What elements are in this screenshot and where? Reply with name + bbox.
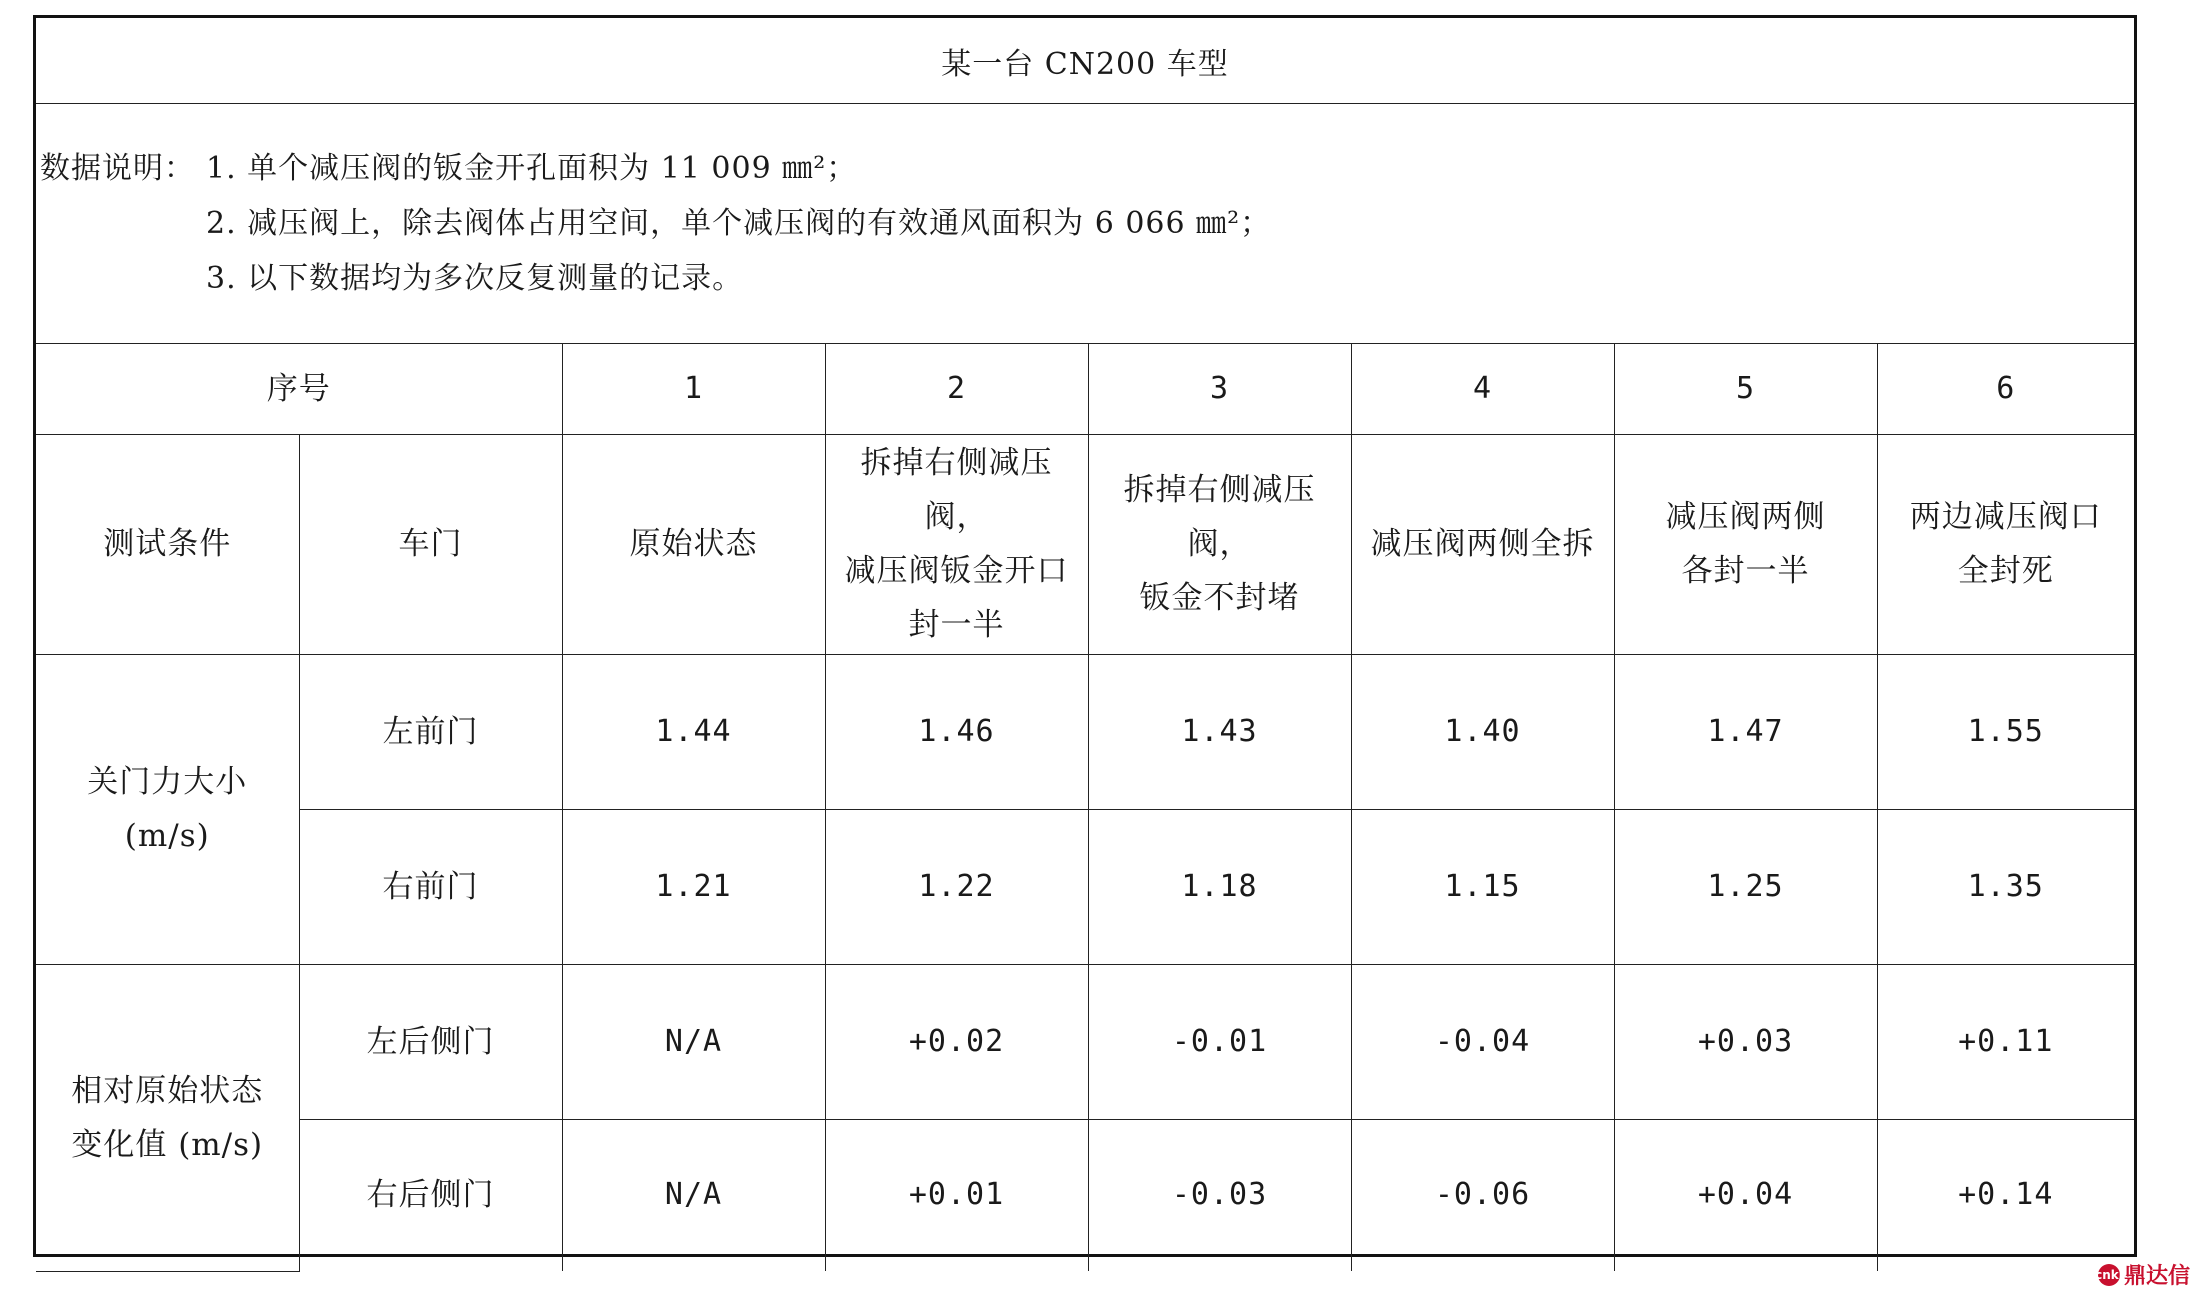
condition-text: 全封死 — [1957, 553, 2054, 589]
group-label-line: (m/s) — [124, 818, 210, 854]
table-row — [36, 654, 2134, 809]
seq-number: 3 — [1088, 344, 1351, 434]
door-name: 左后侧门 — [299, 964, 562, 1119]
value-cell: -0.04 — [1351, 964, 1614, 1119]
value-cell: N/A — [562, 964, 825, 1119]
seq-number: 1 — [562, 344, 825, 434]
value-cell: 1.46 — [825, 654, 1088, 809]
group-label-line: 相对原始状态 — [71, 1072, 264, 1109]
value-cell: +0.11 — [1877, 964, 2134, 1119]
value-cell: 1.15 — [1351, 809, 1614, 964]
value-cell: +0.02 — [825, 964, 1088, 1119]
value-cell: 1.18 — [1088, 809, 1351, 964]
seq-number: 4 — [1351, 344, 1614, 434]
condition-text: 拆掉右侧减压阀， — [860, 445, 1053, 535]
condition-text: 两边减压阀口 — [1909, 499, 2102, 535]
value-cell: 1.55 — [1877, 654, 2134, 809]
door-label: 车门 — [299, 434, 562, 654]
value-cell: 1.44 — [562, 654, 825, 809]
table-row — [36, 809, 2134, 964]
condition-text: 钣金不封堵 — [1139, 580, 1300, 616]
table-row — [36, 964, 2134, 1119]
condition-text: 拆掉右侧减压阀， — [1123, 472, 1316, 562]
group-label — [36, 964, 299, 1271]
condition-text: 封一半 — [908, 607, 1005, 643]
value-cell: -0.06 — [1351, 1119, 1614, 1271]
value-cell: +0.14 — [1877, 1119, 2134, 1271]
table-frame — [33, 15, 2137, 1257]
value-cell: 1.21 — [562, 809, 825, 964]
condition-cell — [1088, 434, 1351, 654]
seq-row — [36, 344, 2134, 434]
condition-text: 原始状态 — [629, 526, 758, 562]
value-cell: 1.25 — [1614, 809, 1877, 964]
watermark-logo — [2095, 1259, 2190, 1290]
seq-number: 6 — [1877, 344, 2134, 434]
door-name: 右后侧门 — [299, 1119, 562, 1271]
value-cell: 1.43 — [1088, 654, 1351, 809]
table-title: 某一台 CN200 车型 — [36, 18, 2134, 104]
condition-text: 各封一半 — [1681, 553, 1810, 589]
note-line-3: 3. 以下数据均为多次反复测量的记录。 — [206, 261, 744, 296]
value-cell: 1.22 — [825, 809, 1088, 964]
condition-cell — [562, 434, 825, 654]
value-cell: 1.47 — [1614, 654, 1877, 809]
seq-label: 序号 — [36, 344, 562, 434]
value-cell: +0.01 — [825, 1119, 1088, 1271]
value-cell: N/A — [562, 1119, 825, 1271]
value-cell: +0.04 — [1614, 1119, 1877, 1271]
value-cell: 1.35 — [1877, 809, 2134, 964]
notes-prefix: 数据说明： — [40, 151, 195, 186]
condition-cell — [1877, 434, 2134, 654]
condition-label: 测试条件 — [36, 434, 299, 654]
watermark-text: 鼎达信 — [2123, 1264, 2190, 1289]
condition-cell — [1351, 434, 1614, 654]
condition-cell — [1614, 434, 1877, 654]
condition-text: 减压阀两侧 — [1665, 499, 1826, 535]
data-notes — [36, 104, 2134, 344]
group-label-line: 变化值 (m/s) — [71, 1126, 264, 1163]
note-line-2: 2. 减压阀上，除去阀体占用空间，单个减压阀的有效通风面积为 6 066 ㎜²； — [206, 206, 1272, 241]
table-row — [36, 1119, 2134, 1271]
measurement-table — [36, 344, 2134, 1272]
seq-number: 5 — [1614, 344, 1877, 434]
note-line-1: 1. 单个减压阀的钣金开孔面积为 11 009 ㎜²； — [206, 151, 858, 186]
seq-number: 2 — [825, 344, 1088, 434]
value-cell: +0.03 — [1614, 964, 1877, 1119]
value-cell: -0.03 — [1088, 1119, 1351, 1271]
cnki-logo-icon: cnki — [2098, 1264, 2120, 1286]
condition-text: 减压阀钣金开口 — [844, 553, 1069, 589]
condition-cell — [825, 434, 1088, 654]
value-cell: 1.40 — [1351, 654, 1614, 809]
condition-text: 减压阀两侧全拆 — [1370, 526, 1595, 562]
group-label-line: 关门力大小 — [87, 764, 248, 800]
condition-row — [36, 434, 2134, 654]
group-label — [36, 654, 299, 964]
value-cell: -0.01 — [1088, 964, 1351, 1119]
door-name: 左前门 — [299, 654, 562, 809]
door-name: 右前门 — [299, 809, 562, 964]
